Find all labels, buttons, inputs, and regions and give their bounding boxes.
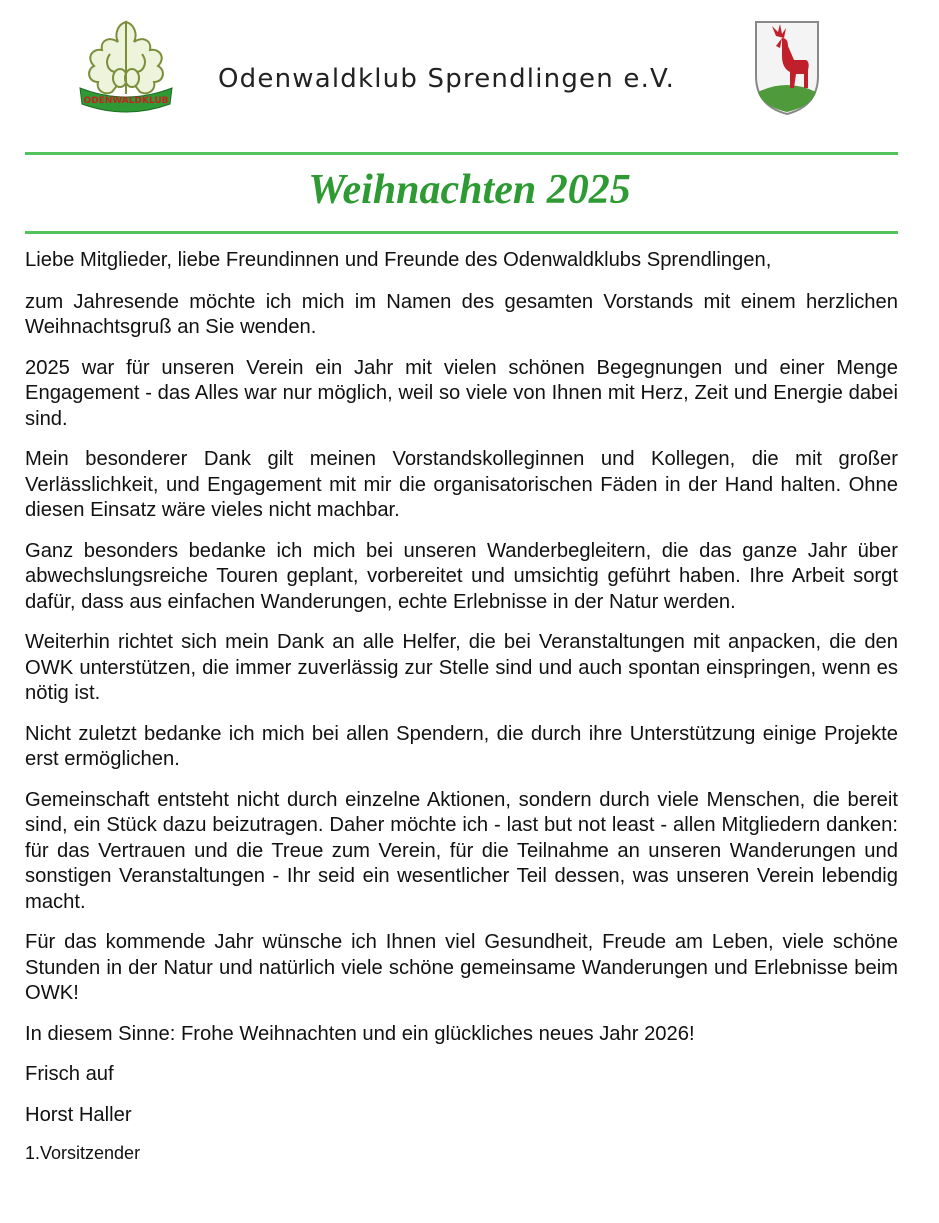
divider-top xyxy=(25,152,898,155)
salutation: Liebe Mitglieder, liebe Freundinnen und Freunde des Odenwaldklubs Sprendlingen, xyxy=(25,249,772,271)
signature-role: 1.Vorsitzender xyxy=(25,1143,141,1163)
paragraph: Nicht zuletzt bedanke ich mich bei allen Spendern, die durch ihre Unterstützung einige Projekte erst ermöglichen. xyxy=(25,722,898,770)
letterhead xyxy=(0,0,939,130)
letter-title: Weihnachten 2025 xyxy=(308,167,631,213)
paragraph: Gemeinschaft entsteht nicht durch einzelne Aktionen, sondern durch viele Menschen, die bereit sind, ein Stück dazu beizutragen. Daher möchte ich - last but not least - allen Mitgliedern danken: für das Vertrauen und die Treue zum Verein, für die Teilnahme an unseren Wanderungen und sonstigen Veranstaltungen - Ihr seid ein wesentlicher Teil dessen, was unseren Verein lebendig macht. xyxy=(25,788,898,913)
paragraph: Für das kommende Jahr wünsche ich Ihnen viel Gesundheit, Freude am Leben, viele schöne Stunden in der Natur und natürlich viele schöne gemeinsame Wanderungen und Erlebnisse beim OWK! xyxy=(25,931,898,1004)
logo-banner-text: ODENWALDKLUB xyxy=(83,96,169,106)
paragraph: Ganz besonders bedanke ich mich bei unseren Wanderbegleitern, die das ganze Jahr über abwechslungsreiche Touren geplant, vorbereitet und umsichtig geführt haben. Ihre Arbeit sorgt dafür, dass aus einfachen Wanderungen, echte Erlebnisse in der Natur werden. xyxy=(25,539,898,613)
paragraph: zum Jahresende möchte ich mich im Namen des gesamten Vorstands mit einem herzlichen Weihnachtsgruß an Sie wenden. xyxy=(25,290,898,338)
paragraph: 2025 war für unseren Verein ein Jahr mit vielen schönen Begegnungen und einer Menge Engagement - das Alles war nur möglich, weil so viele von Ihnen mit Herz, Zeit und Energie dabei sind. xyxy=(25,356,898,430)
signature-name: Horst Haller xyxy=(25,1103,132,1126)
letter-body xyxy=(25,248,898,1178)
coat-of-arms-icon xyxy=(752,16,822,118)
club-name: Odenwaldklub Sprendlingen e.V. xyxy=(218,64,676,94)
paragraph: In diesem Sinne: Frohe Weihnachten und ein glückliches neues Jahr 2026! xyxy=(25,1022,695,1045)
odenwaldklub-logo xyxy=(70,14,182,122)
paragraph: Mein besonderer Dank gilt meinen Vorstandskolleginnen und Kollegen, die mit großer Verlässlichkeit, und Engagement mit mir die organisatorischen Fäden in der Hand halten. Ohne diesen Einsatz wäre vieles nicht machbar. xyxy=(25,448,898,521)
paragraph: Weiterhin richtet sich mein Dank an alle Helfer, die bei Veranstaltungen mit anpacken, die den OWK unterstützen, die immer zuverlässig zur Stelle sind und auch spontan einspringen, wenn es nötig ist. xyxy=(25,631,898,704)
divider-bottom xyxy=(25,231,898,234)
closing: Frisch auf xyxy=(25,1063,114,1085)
